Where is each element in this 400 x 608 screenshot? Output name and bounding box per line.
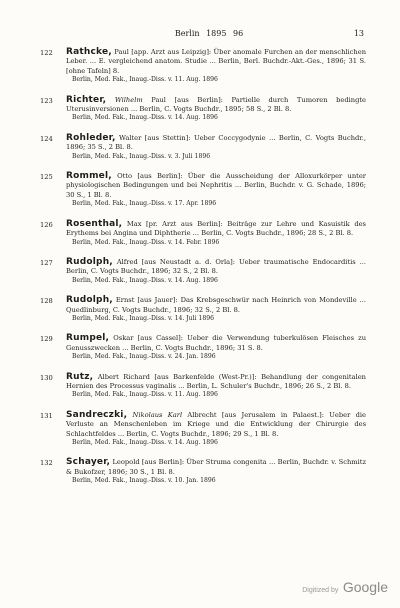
dissertation-note: Berlin, Med. Fak., Inaug.-Diss. v. 14. Aug. 1896: [72, 439, 218, 446]
dissertation-note: Berlin, Med. Fak., Inaug.-Diss. v. 14. Febr. 1896: [72, 238, 220, 246]
citation-text: Ernst [aus Jauer]: Das Krebsgeschwür nach Heinrich von Mondeville ... Quedlinburg, C. Vogts Buchdr., 1896; 32 S., 2 Bl. 8.: [66, 296, 366, 314]
author-surname: Richter,: [66, 94, 107, 105]
list-item: [40, 134, 366, 161]
author-surname: Rudolph,: [66, 295, 113, 306]
entry-citation: [66, 258, 366, 277]
running-head: [54, 29, 364, 41]
author-surname: Rudolph,: [66, 256, 113, 267]
page-number: 13: [353, 29, 364, 38]
citation-text: Max [pr. Arzt aus Berlin]: Beiträge zur Lehre und Kasuistik des Erythems bei Angina und Diphtherie ... Berlin, C. Vogts Buchdr., 1896; 28 S., 2 Bl. 8.: [66, 219, 366, 238]
dissertation-note: Berlin, Med. Fak., Inaug.-Diss. v. 24. Jan. 1896: [72, 353, 216, 361]
entry-list: [40, 48, 366, 497]
entry-citation: [66, 458, 366, 477]
author-surname: Rohleder,: [66, 132, 116, 143]
author-surname: Rumpel,: [66, 333, 110, 344]
list-item: [40, 458, 366, 485]
list-item: [40, 334, 366, 361]
author-surname: Schayer,: [66, 457, 111, 468]
dissertation-note: Berlin, Med. Fak., Inaug.-Diss. v. 17. Apr. 1896: [72, 200, 217, 208]
author-surname: Rommel,: [66, 171, 112, 182]
author-surname: Sandreczki,: [66, 409, 128, 420]
citation-text: Alfred [aus Neustadt a. d. Orla]: Ueber traumatische Endocarditis ... Berlin, C. Vogts Buchdr., 1896; 32 S., 2 Bl. 8.: [66, 257, 366, 276]
citation-text: Otto [aus Berlin]: Über die Ausscheidung der Alloxurkörper unter physiologischen Bedingungen und bei Nephritis ... Berlin, Buchdr. v. G. Schade, 1896; 30 S., 1 Bl. 8.: [66, 172, 366, 199]
dissertation-note: Berlin, Med. Fak., Inaug.-Diss. v. 14. Aug. 1896: [72, 276, 218, 284]
entry-number: 122: [40, 49, 53, 57]
entry-number: 129: [40, 335, 53, 344]
list-item: [40, 48, 366, 85]
author-given-name: Wilhelm: [106, 95, 143, 104]
citation-text: Walter [aus Stettin]: Ueber Coccygodynie ... Berlin, C. Vogts Buchdr., 1896; 35 S., 2 Bl. 8.: [66, 133, 366, 152]
author-surname: Rosenthal,: [66, 218, 123, 229]
citation-text: Albrecht [aus Jerusalem in Palaest.]: Ueber die Verluste an Menschenleben im Kriege und die Entwicklung der Chirurgie des Schlachtfeldes ... Berlin, C. Vogts Buchdr., 1896; 29 S., 1 Bl. 8.: [66, 410, 366, 438]
list-item: [40, 258, 366, 285]
dissertation-note: Berlin, Med. Fak., Inaug.-Diss. v. 10. Jan. 1896: [72, 477, 216, 485]
entry-number: 132: [40, 459, 53, 468]
google-logo: Google: [342, 579, 388, 595]
author-surname: Rutz,: [66, 371, 94, 382]
running-title: Berlin 1895 96: [174, 29, 244, 38]
entry-citation: [66, 411, 366, 439]
entry-number: 123: [40, 96, 53, 105]
entry-citation: [66, 220, 366, 239]
citation-text: Paul [app. Arzt aus Leipzig]: Über anomale Furchen an der menschlichen Leber. ... E. vergleichend anatom. Studie ... Berlin, Berl. Buchdr.-Akt.-Ges., 1896; 31 S. [ohne Tafeln] 8.: [66, 48, 366, 75]
list-item: [40, 220, 366, 247]
entry-citation: [66, 96, 366, 115]
entry-number: 128: [40, 297, 53, 306]
dissertation-note: Berlin, Med. Fak., Inaug.-Diss. v. 14. Aug. 1896: [72, 114, 218, 122]
list-item: [40, 172, 366, 209]
citation-text: Oskar [aus Cassel]: Ueber die Verwendung tuberkulösen Fleisches zu Genusszwecken ... Berlin, C. Vogts Buchdr., 1896; 31 S. 8.: [66, 334, 366, 352]
entry-number: 127: [40, 258, 53, 267]
digitized-watermark: [302, 579, 388, 597]
list-item: [40, 296, 366, 323]
watermark-prefix: Digitized by: [302, 587, 339, 594]
dissertation-note: Berlin, Med. Fak., Inaug.-Diss. v. 11. Aug. 1896: [72, 76, 218, 84]
entry-citation: [66, 334, 366, 353]
entry-number: 131: [40, 411, 53, 420]
entry-citation: [66, 296, 366, 315]
entry-number: 130: [40, 373, 53, 382]
entry-citation: [66, 172, 366, 200]
author-given-name: Nikolaus Karl: [127, 410, 183, 419]
author-surname: Rathcke,: [66, 47, 112, 57]
entry-citation: [66, 373, 366, 392]
entry-number: 124: [40, 134, 53, 143]
dissertation-note: Berlin, Med. Fak., Inaug.-Diss. v. 11. Aug. 1896: [72, 391, 218, 399]
list-item: [40, 373, 366, 400]
entry-citation: [66, 134, 366, 153]
dissertation-note: Berlin, Med. Fak., Inaug.-Diss. v. 14. Juli 1896: [72, 314, 214, 322]
list-item: [40, 411, 366, 448]
entry-citation: [66, 48, 366, 76]
entry-number: 126: [40, 220, 53, 229]
list-item: [40, 96, 366, 123]
citation-text: Leopold [aus Berlin]: Über Struma congenita ... Berlin, Buchdr. v. Schmitz & Bukofzer, 1896; 30 S., 1 Bl. 8.: [66, 458, 366, 476]
entry-number: 125: [40, 173, 53, 182]
citation-text: Albert Richard [aus Barkenfelde (West-Pr.)]: Behandlung der congenitalen Hernien des Processus vaginalis ... Berlin, L. Schuler's Buchdr., 1896; 26 S., 2 Bl. 8.: [66, 372, 366, 390]
dissertation-note: Berlin, Med. Fak., Inaug.-Diss. v. 3. Juli 1896: [72, 152, 211, 160]
citation-text: Paul [aus Berlin]: Partielle durch Tumoren bedingte Uterusinversionen ... Berlin, C. Vogts Buchdr., 1895; 58 S., 2 Bl. 8.: [66, 95, 367, 114]
